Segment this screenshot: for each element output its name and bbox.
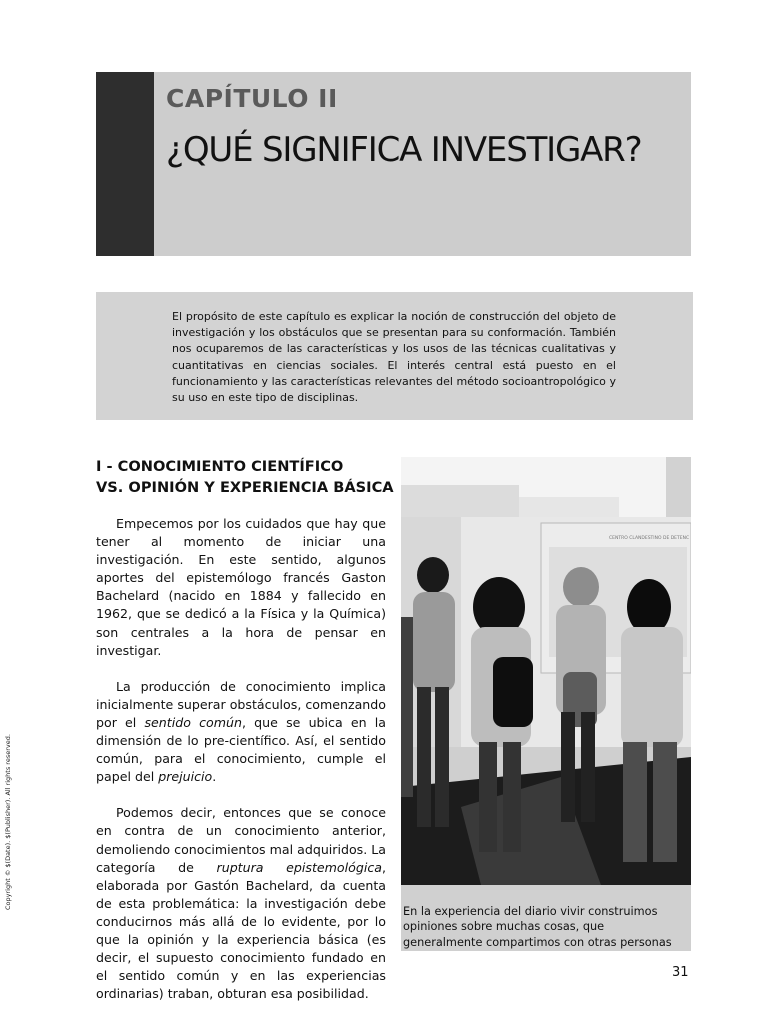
photo-caption [401,885,691,951]
emphasis-sentido-comun: sentido común [144,714,242,730]
chapter-label: CAPÍTULO II [166,84,338,113]
section-heading-line2: VS. OPINIÓN Y EXPERIENCIA BÁSICA [96,479,394,496]
section-heading [96,456,396,498]
header-accent-bar [96,72,154,256]
photo-group-at-memorial [401,457,691,885]
body-text-column [96,515,386,1021]
paragraph-3 [96,804,386,1003]
section-heading-line1: I - CONOCIMIENTO CIENTÍFICO [96,458,344,475]
paragraph-3-part-a: Podemos decir, entonces que se conoce en contra de un conocimiento anterior, demoliendo conocimientos mal adquiridos. La categoría de [96,805,386,875]
paragraph-2 [96,678,386,787]
paragraph-2-part-a: La producción de conocimiento implica inicialmente superar obstáculos, comenzando por el [96,678,386,730]
emphasis-prejuicio: prejuicio [158,769,213,785]
copyright-notice: Copyright © $(Date). $(Publisher). All rights reserved. [4,734,12,910]
sign-text: CENTRO CLANDESTINO DE DETENC [609,536,690,541]
abstract-text: El propósito de este capítulo es explicar la noción de construcción del objeto de investigación y los obstáculos que se presentan para su conformación. También nos ocuparemos de las características y los usos de las técnicas cualitativas y cuantitativas en ciencias sociales. El interés central está puesto en el funcionamiento y las características relevantes del método socioantropológico y su uso en este tipo de disciplinas. [172,310,616,405]
paragraph-1: Empecemos por los cuidados que hay que tener al momento de iniciar una investigación. En este sentido, algunos aportes del epistemólogo francés Gaston Bachelard (nacido en 1884 y fallecido en 1962, que se dedicó a la Física y la Química) son centrales a la hora de pensar en investigar. [96,516,386,658]
paragraph-3-part-b: , elaborada por Gastón Bachelard, da cuenta de esta problemática: la investigación debe conducirnos más allá de lo evidente, por lo que la opinión y la experiencia básica (es decir, el supuesto conocimiento fundado en el sentido común y en las experiencias ordinarias) traban, obturan esa posibilidad. [96,859,386,1002]
chapter-header [96,72,691,256]
page-number: 31 [672,965,689,980]
caption-text: En la experiencia del diario vivir construimos opiniones sobre muchas cosas, que generalmente compartimos con otras personas [403,905,672,949]
paragraph-2-part-c: . [212,769,217,785]
abstract-box [96,292,693,420]
emphasis-ruptura: ruptura epistemológica [216,859,382,875]
chapter-title: ¿QUÉ SIGNIFICA INVESTIGAR? [166,130,642,170]
paragraph-2-part-b: , que se ubica en la dimensión de lo pre-científico. Así, el sentido común, para el conocimiento, cumple el papel del [96,714,386,785]
